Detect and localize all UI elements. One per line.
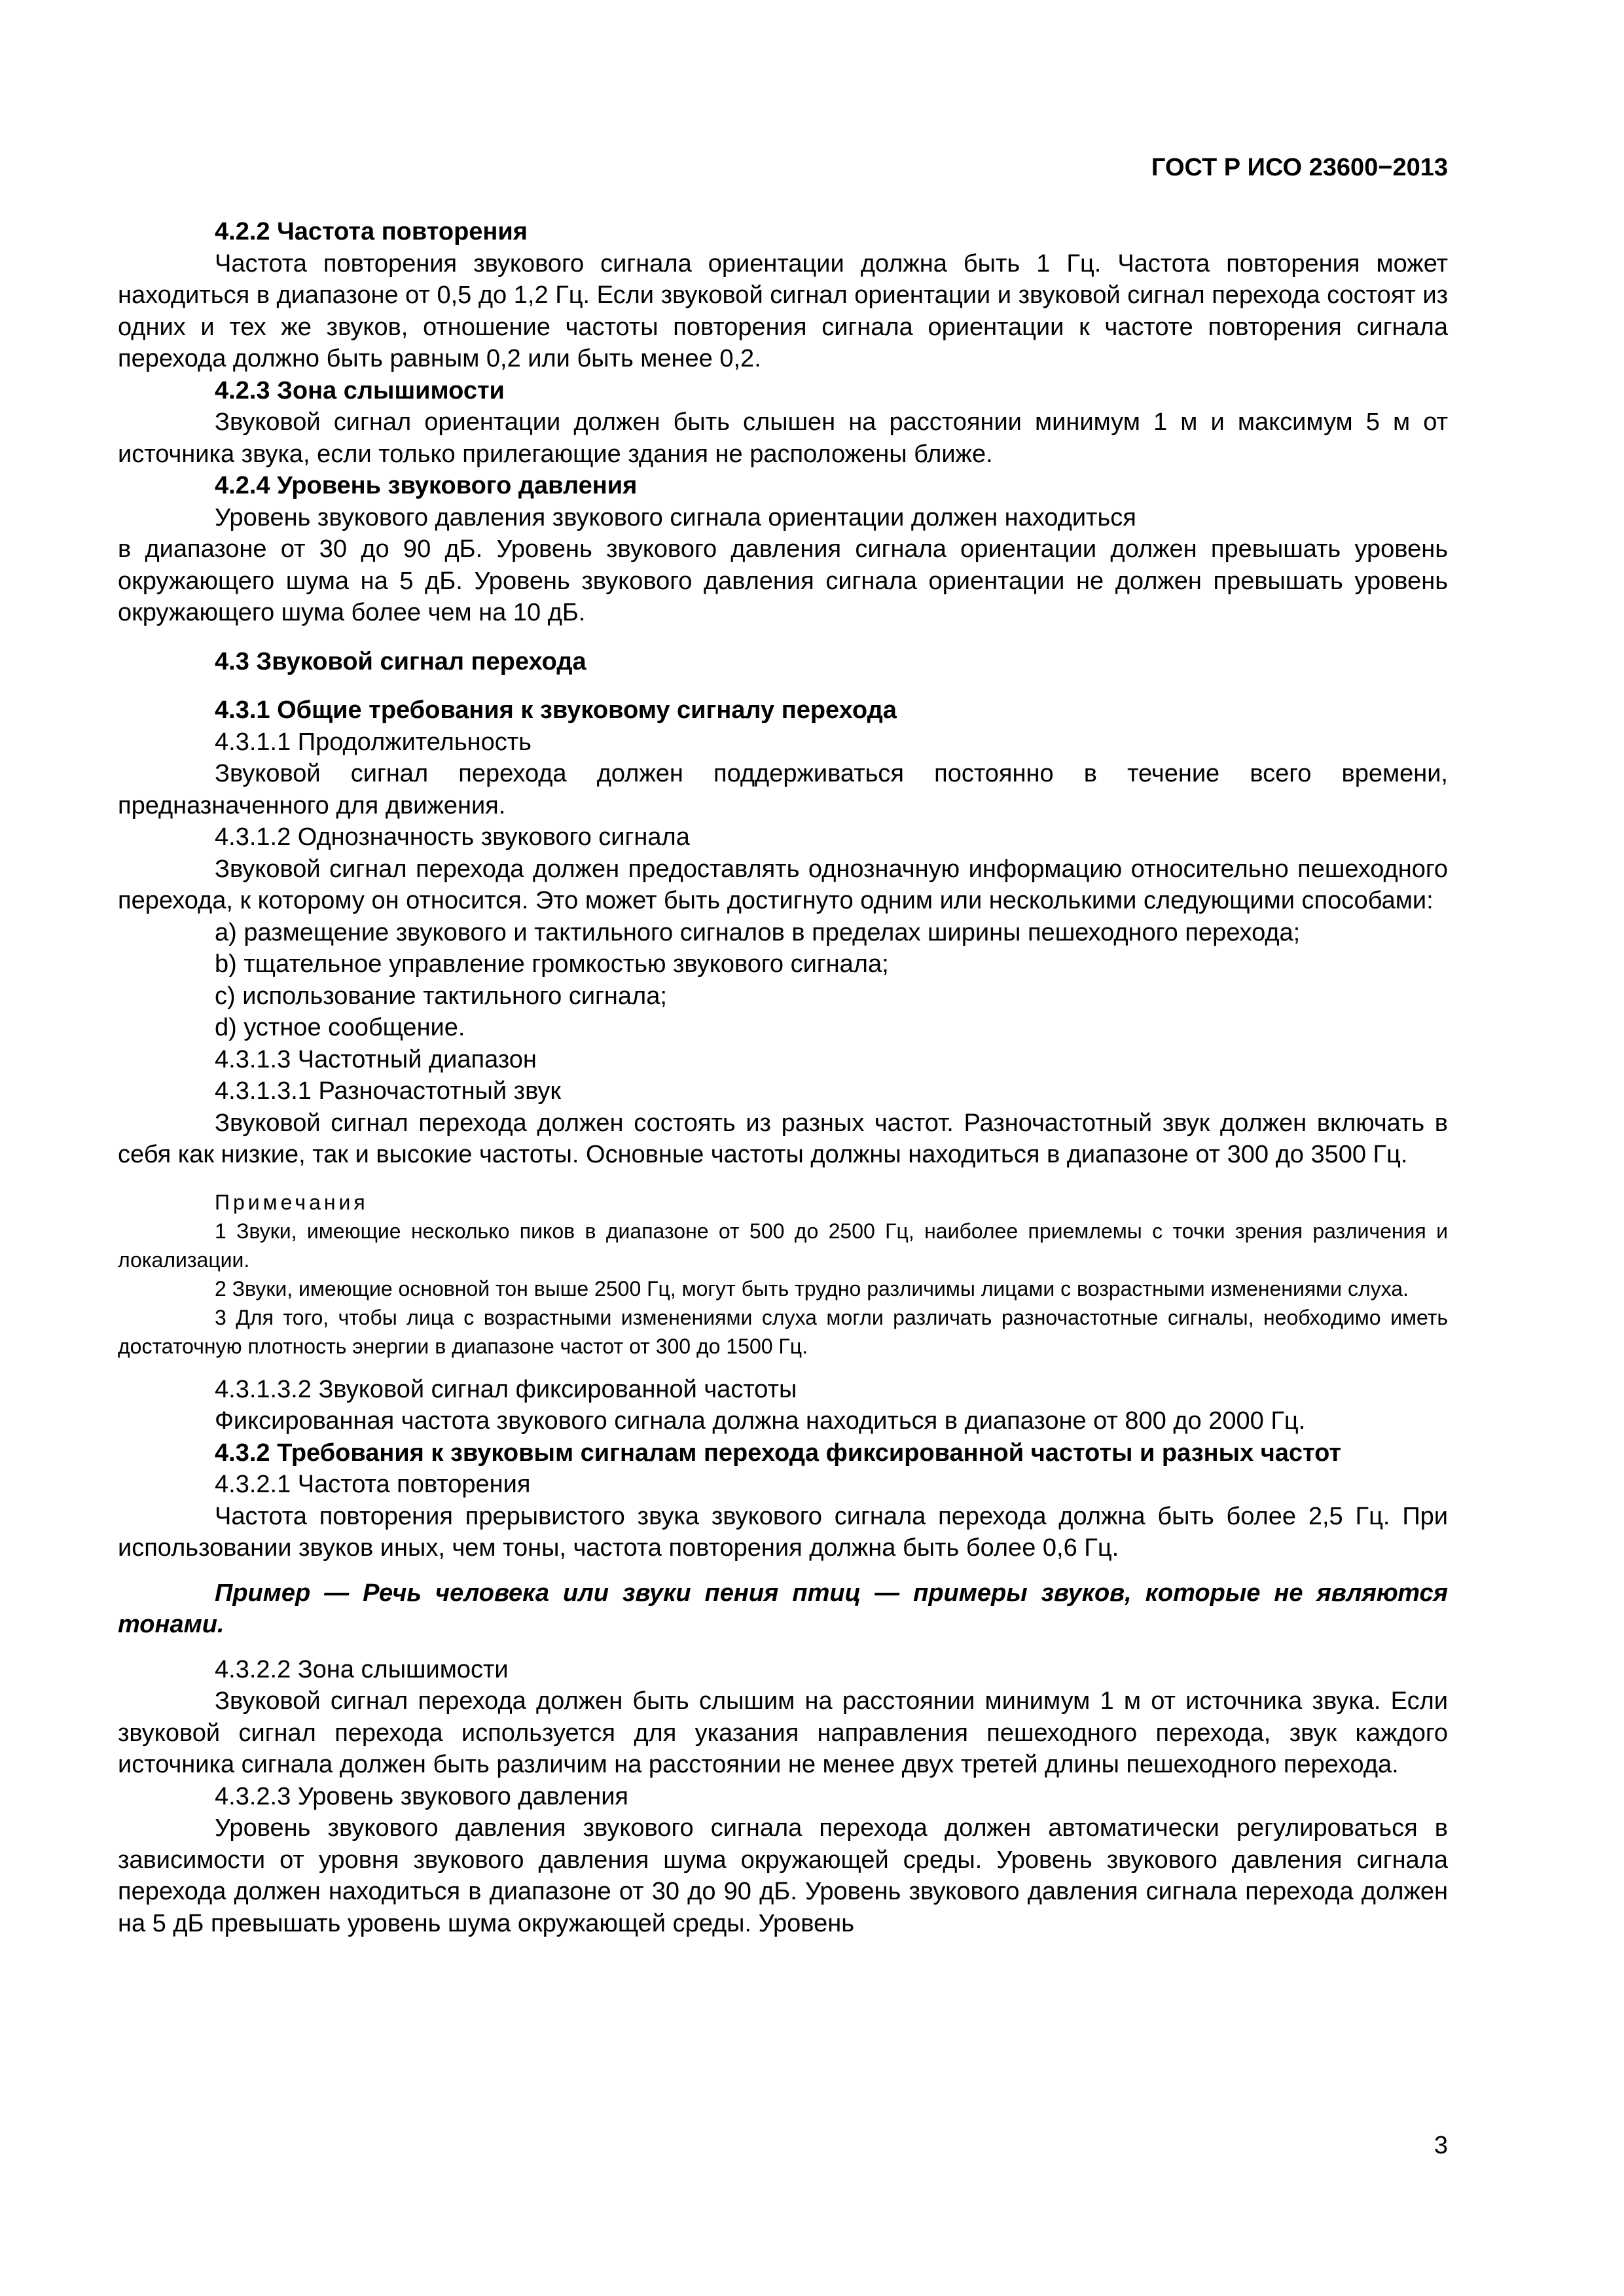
section-heading-4-3-2-1: 4.3.2.1 Частота повторения — [215, 1471, 531, 1498]
section-heading-4-3-1-1: 4.3.1.1 Продолжительность — [215, 728, 532, 756]
section-text-4-3-1-1: Звуковой сигнал перехода должен поддерживаться постоянно в течение всего времени, предназначенного для движения. — [118, 760, 1448, 819]
section-text-4-3-1-3-2: Фиксированная частота звукового сигнала должна находиться в диапазоне от 800 до 2000 Гц. — [215, 1407, 1306, 1435]
section-text-4-2-4-line1: Уровень звукового давления звукового сигнала ориентации должен находиться — [215, 503, 1136, 531]
notes-title: Примечания — [215, 1190, 369, 1214]
document-number: ГОСТ Р ИСО 23600−2013 — [1151, 154, 1448, 181]
section-text-4-3-1-3-1: Звуковой сигнал перехода должен состоять из разных частот. Разночастотный звук должен включать в себя как низкие, так и высокие частоты. Основные частоты должны находиться в диапазоне от 300 до 3500 Гц. — [118, 1109, 1448, 1168]
note-item: 2 Звуки, имеющие основной тон выше 2500 Гц, могут быть трудно различимы лицами с возрастными изменениями слуха. — [215, 1276, 1409, 1300]
section-heading-4-3-2: 4.3.2 Требования к звуковым сигналам перехода фиксированной частоты и разных частот — [215, 1439, 1342, 1467]
note-item: 3 Для того, чтобы лица с возрастными изменениями слуха могли различать разночастотные сигналы, необходимо иметь достаточную плотность энергии в диапазоне частот от 300 до 1500 Гц. — [118, 1305, 1448, 1358]
section-heading-4-3-1-3: 4.3.1.3 Частотный диапазон — [215, 1045, 537, 1073]
section-heading-4-3-1-2: 4.3.1.2 Однозначность звукового сигнала — [215, 823, 690, 851]
section-text-4-3-2-2: Звуковой сигнал перехода должен быть слышим на расстоянии минимум 1 м от источника звука. Если звуковой сигнал перехода используется для указания направления пешеходного перехода, звук каждого источника сигнала должен быть различим на расстоянии не менее двух третей длины пешеходного перехода. — [118, 1687, 1448, 1778]
note-item: 1 Звуки, имеющие несколько пиков в диапазоне от 500 до 2500 Гц, наиболее приемлемы с точки зрения различения и локализации. — [118, 1219, 1448, 1272]
section-text-4-3-2-1: Частота повторения прерывистого звука звукового сигнала перехода должна быть более 2,5 Гц. При использовании звуков иных, чем тоны, частота повторения должна быть более 0,6 Гц. — [118, 1502, 1448, 1562]
list-item: b) тщательное управление громкостью звукового сигнала; — [215, 950, 889, 978]
list-item: a) размещение звукового и тактильного сигналов в пределах ширины пешеходного перехода; — [215, 918, 1301, 946]
page-number: 3 — [1434, 2132, 1448, 2159]
section-text-4-2-4: в диапазоне от 30 до 90 дБ. Уровень звукового давления сигнала ориентации должен превышать уровень окружающего шума на 5 дБ. Уровень звукового давления сигнала ориентации не должен превышать уровень окружающего шума более чем на 10 дБ. — [118, 535, 1448, 626]
section-heading-4-3-2-2: 4.3.2.2 Зона слышимости — [215, 1655, 509, 1683]
section-text-4-2-3: Звуковой сигнал ориентации должен быть слышен на расстоянии минимум 1 м и максимум 5 м от источника звука, если только прилегающие здания не расположены ближе. — [118, 408, 1448, 468]
section-text-4-3-2-3: Уровень звукового давления звукового сигнала перехода должен автоматически регулироваться в зависимости от уровня звукового давления шума окружающей среды. Уровень звукового давления сигнала перехода должен находиться в диапазоне от 30 до 90 дБ. Уровень звукового давления сигнала перехода должен на 5 дБ превышать уровень шума окружающей среды. Уровень — [118, 1814, 1448, 1937]
example-note: Пример — Речь человека или звуки пения птиц — примеры звуков, которые не являются тонами. — [118, 1579, 1448, 1638]
section-heading-4-3: 4.3 Звуковой сигнал перехода — [215, 647, 586, 675]
section-heading-4-2-4: 4.2.4 Уровень звукового давления — [215, 472, 638, 499]
page-body — [118, 216, 1448, 1939]
section-text-4-2-2: Частота повторения звукового сигнала ориентации должна быть 1 Гц. Частота повторения может находиться в диапазоне от 0,5 до 1,2 Гц. Если звуковой сигнал ориентации и звуковой сигнал перехода состоят из одних и тех же звуков, отношение частоты повторения сигнала ориентации к частоте повторения сигнала перехода должно быть равным 0,2 или быть менее 0,2. — [118, 249, 1448, 372]
section-heading-4-3-1-3-1: 4.3.1.3.1 Разночастотный звук — [215, 1077, 562, 1105]
section-heading-4-3-1: 4.3.1 Общие требования к звуковому сигналу перехода — [215, 696, 897, 724]
section-text-4-3-1-2: Звуковой сигнал перехода должен предоставлять однозначную информацию относительно пешеходного перехода, к которому он относится. Это может быть достигнуто одним или несколькими следующими способами: — [118, 855, 1448, 914]
section-heading-4-2-2: 4.2.2 Частота повторения — [215, 218, 528, 245]
section-heading-4-2-3: 4.2.3 Зона слышимости — [215, 376, 505, 404]
list-item: d) устное сообщение. — [215, 1014, 465, 1041]
section-heading-4-3-1-3-2: 4.3.1.3.2 Звуковой сигнал фиксированной частоты — [215, 1375, 797, 1403]
list-item: c) использование тактильного сигнала; — [215, 982, 667, 1010]
section-heading-4-3-2-3: 4.3.2.3 Уровень звукового давления — [215, 1782, 628, 1810]
